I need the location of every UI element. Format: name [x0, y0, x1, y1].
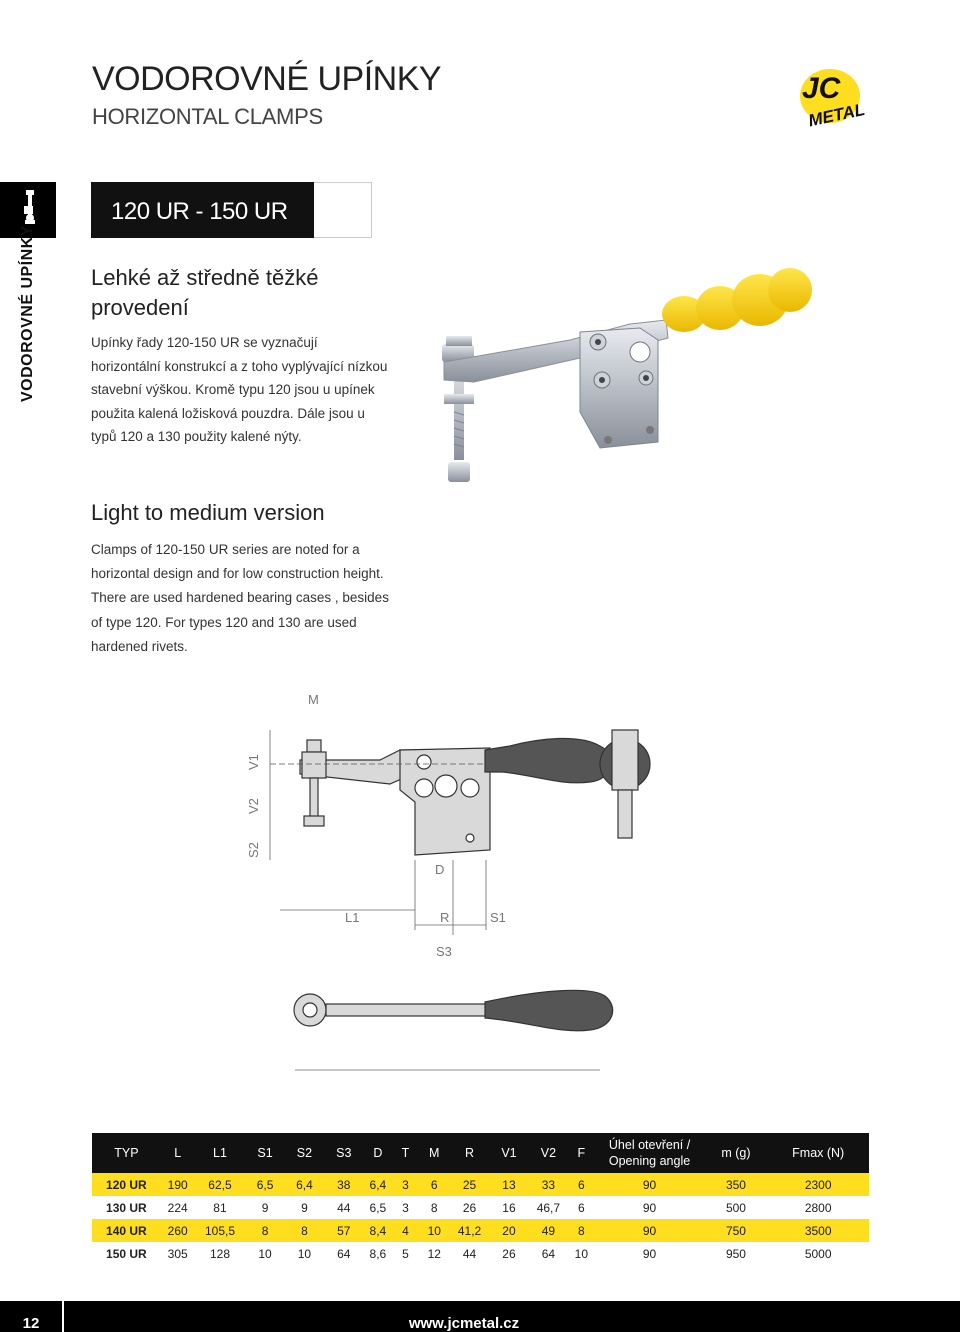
table-cell: 6 — [568, 1173, 594, 1196]
col-typ: TYP — [92, 1133, 161, 1173]
table-cell: 2300 — [767, 1173, 869, 1196]
table-cell: 128 — [209, 1246, 230, 1261]
table-row — [92, 1242, 869, 1265]
col-fmax: Fmax (N) — [767, 1133, 869, 1173]
label-s1: S1 — [490, 910, 506, 925]
spec-table — [92, 1133, 869, 1265]
english-paragraph: Clamps of 120-150 UR series are noted for a horizontal design and for low construction height. There are used hardened bearing cases , besides of type 120. For types 120 and 130 are used hardened rivets. — [91, 542, 389, 654]
col-m: M — [419, 1133, 450, 1173]
col-s2: S2 — [285, 1133, 324, 1173]
table-cell: 350 — [705, 1173, 768, 1196]
table-cell: 64 — [541, 1246, 556, 1261]
label-s3: S3 — [436, 944, 452, 959]
table-cell: 8 — [285, 1219, 324, 1242]
table-cell: 8 — [430, 1200, 438, 1215]
product-photo — [430, 262, 830, 492]
table-cell: 9 — [301, 1200, 308, 1215]
col-r: R — [450, 1133, 489, 1173]
table-row — [92, 1219, 869, 1242]
technical-drawing — [240, 690, 670, 1090]
table-cell: 13 — [489, 1173, 528, 1196]
col-l1: L1 — [195, 1133, 246, 1173]
label-v1: V1 — [246, 754, 261, 770]
table-cell: 190 — [161, 1173, 195, 1196]
col-l: L — [161, 1133, 195, 1173]
table-cell: 5000 — [804, 1246, 832, 1261]
table-cell: 64 — [337, 1246, 351, 1261]
table-cell: 9 — [261, 1200, 269, 1215]
model-title: 120 UR - 150 UR — [91, 182, 314, 238]
label-s2: S2 — [246, 842, 261, 858]
table-cell: 3500 — [767, 1219, 869, 1242]
col-mass: m (g) — [705, 1133, 768, 1173]
table-header-row — [92, 1133, 869, 1173]
table-cell: 6,5 — [245, 1173, 284, 1196]
table-row — [92, 1196, 869, 1219]
table-cell: 500 — [725, 1200, 746, 1215]
table-cell: 26 — [462, 1200, 477, 1215]
model-box-frame — [314, 182, 372, 238]
table-cell: 46,7 — [536, 1200, 561, 1215]
side-label: VODOROVNÉ UPÍNKY — [19, 225, 36, 402]
czech-heading: Lehké až středně těžké provedení — [91, 265, 319, 320]
page-title: VODOROVNÉ UPÍNKY — [92, 60, 442, 98]
table-cell: 33 — [529, 1173, 568, 1196]
table-cell-type: 120 UR — [92, 1173, 161, 1196]
footer-url[interactable]: www.jcmetal.cz — [408, 1315, 520, 1332]
table-cell: 44 — [462, 1246, 477, 1261]
table-cell-type: 140 UR — [92, 1219, 161, 1242]
label-v2: V2 — [246, 798, 261, 814]
table-cell: 3 — [392, 1173, 418, 1196]
table-cell: 12 — [427, 1246, 441, 1261]
table-cell: 10 — [297, 1246, 312, 1261]
label-m: M — [308, 692, 319, 707]
table-cell: 8 — [245, 1219, 284, 1242]
footer-bar — [62, 1301, 960, 1332]
table-cell: 41,2 — [450, 1219, 489, 1242]
table-cell: 57 — [324, 1219, 363, 1242]
table-cell: 4 — [392, 1219, 418, 1242]
page-number: 12 — [0, 1301, 62, 1332]
table-cell: 90 — [642, 1246, 657, 1261]
table-cell: 3 — [402, 1200, 409, 1215]
table-cell: 90 — [595, 1173, 705, 1196]
table-cell-type: 130 UR — [106, 1200, 147, 1215]
table-cell: 90 — [642, 1200, 657, 1215]
logo-text-bottom: METAL — [806, 99, 867, 131]
table-cell: 5 — [402, 1246, 409, 1261]
table-cell: 6,5 — [369, 1200, 387, 1215]
table-cell: 260 — [161, 1219, 195, 1242]
col-s3: S3 — [324, 1133, 363, 1173]
table-cell-type: 150 UR — [106, 1246, 147, 1261]
table-cell: 305 — [167, 1246, 188, 1261]
table-cell: 6 — [419, 1173, 450, 1196]
col-f: F — [568, 1133, 594, 1173]
table-cell: 2800 — [804, 1200, 832, 1215]
col-s1: S1 — [245, 1133, 284, 1173]
table-cell: 49 — [529, 1219, 568, 1242]
label-l1: L1 — [345, 910, 360, 925]
jc-metal-logo — [780, 64, 880, 134]
col-opening-angle: Úhel otevření / Opening angle — [595, 1133, 705, 1173]
table-cell: 750 — [705, 1219, 768, 1242]
table-cell: 10 — [574, 1246, 589, 1261]
english-heading: Light to medium version — [91, 500, 325, 525]
page-subtitle: HORIZONTAL CLAMPS — [92, 104, 323, 129]
table-cell: 81 — [213, 1200, 227, 1215]
table-cell: 44 — [337, 1200, 351, 1215]
table-cell: 26 — [502, 1246, 516, 1261]
label-r: R — [440, 910, 450, 925]
table-cell: 90 — [595, 1219, 705, 1242]
col-t: T — [392, 1133, 418, 1173]
table-cell: 20 — [489, 1219, 528, 1242]
table-cell: 950 — [725, 1246, 746, 1261]
table-cell: 224 — [167, 1200, 188, 1215]
table-cell: 10 — [258, 1246, 272, 1261]
czech-paragraph: Upínky řady 120-150 UR se vyznačují horizontální konstrukcí a z toho vyplývající nízkou stavební výškou. Kromě typu 120 jsou u upínek použita kalená ložisková pouzdra. Dále jsou u typů 120 a 130 použity kalené nýty. — [91, 335, 388, 445]
table-cell: 25 — [450, 1173, 489, 1196]
col-v1: V1 — [489, 1133, 528, 1173]
table-row — [92, 1173, 869, 1196]
label-d: D — [435, 862, 445, 877]
table-cell: 6 — [577, 1200, 585, 1215]
table-cell: 16 — [502, 1200, 516, 1215]
logo-text-top: JC — [802, 72, 841, 105]
col-d: D — [363, 1133, 392, 1173]
table-cell: 8,6 — [369, 1246, 387, 1261]
table-cell: 6,4 — [285, 1173, 324, 1196]
table-cell: 8,4 — [363, 1219, 392, 1242]
table-cell: 6,4 — [363, 1173, 392, 1196]
table-cell: 62,5 — [195, 1173, 246, 1196]
col-v2: V2 — [529, 1133, 568, 1173]
table-cell: 38 — [324, 1173, 363, 1196]
table-cell: 10 — [419, 1219, 450, 1242]
table-cell: 105,5 — [195, 1219, 246, 1242]
table-cell: 8 — [568, 1219, 594, 1242]
